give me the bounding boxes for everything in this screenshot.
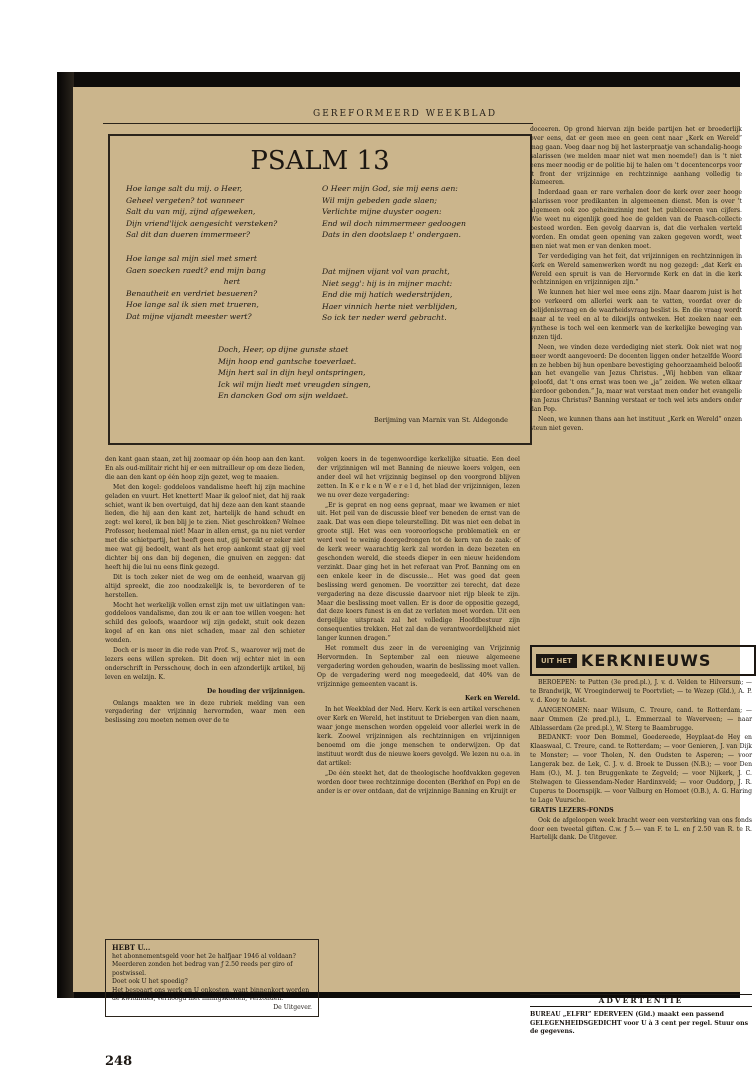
paragraph: „Er is geprat en nog eens gepraat, maar we kwamen er niet uit. Het peil van de discussie bleef ver beneden de ernst van de zaak. Dat was een diepe teleurstelling. Dit was niet een debat in groote stijl. Het was een vooroorlogsche problematiek en er werd veel te weinig doorgedrongen tot de kern van de zaak: of de kerk weer waarachtig kerk zal worden in deze bezeten en geschonden wereld, die steeds dieper in een nieuw heidendom verzinkt. Daar ging het in het referaat van Prof. Banning om en een enkele keer in de discussie... Het was goed dat geen beslissing werd genomen. De voorzitter zei terecht, dat deze vergadering na deze discussie daarvoor niet rijp bleek te zijn. Maar die beslissing moet vallen. Er is door de oppositie gezegd, dat deze koers funest is en dat ze verlaten moet worden. Uit een dergelijke uitspraak zal het volledige Hoofdbestuur zijn consequenties trekken. Het zal dan de verantwoordelijkheid niet langer kunnen dragen.” bbox=[317, 501, 520, 643]
paragraph: Neen, we vinden deze verdediging niet sterk. Ook niet wat nog meer wordt aangevoerd: De docenten liggen onder hetzelfde Woord en ze hebben bij hun openbare bevestiging gehoorzaamheid beloofd aan het evangelie van Jezus Christus. „Wij hebben van elkaar geloofd, dat 't ons ernst was toen we „ja” zeiden. We weten elkaar hierdoor gebonden.” Ja, maar wat verstaat men onder het evangelie van Jezus Christus? Banning verstaat er toch wel iets anders onder dan Pop. bbox=[530, 343, 742, 414]
left-column bbox=[105, 456, 305, 727]
page-number: 248 bbox=[105, 1054, 133, 1069]
paragraph: „De één steekt het, dat de theologische hoofdvakken gegeven worden door twee rechtzinnige docenten (Berkhof en Pop) en de ander is er over ontdaan, dat de vrijzinnige Banning en Kruijt er bbox=[317, 769, 520, 795]
kerknieuws-column bbox=[530, 679, 752, 844]
newspaper-page bbox=[73, 87, 752, 1069]
paragraph: Mocht het werkelijk vollen ernst zijn met uw uitlatingen van: goddeloos vandalisme, dan zou ik er aan toe willen voegen: het schild des geloofs, waardoor wij zijn gedekt, stuit ook dezen kogel af en kan ons niet schaden, maar zal den schieter wonden. bbox=[105, 601, 305, 645]
paragraph: Onlangs maakten we in deze rubriek melding van een vergadering der vrijzinnig hervormden, waar men een beslissing zou moeten nemen over de te bbox=[105, 699, 305, 725]
subscription-notice bbox=[105, 939, 319, 1017]
notice-text: het abonnementsgeld voor het 2e halfjaar 1946 al voldaan? Meerderen zonden het bedrag van ƒ 2.50 reeds per giro of postwissel. Doet ook U het spoedig? Het bespaart ons werk en U onkosten, want binnenkort worden de kwitanties, verhoogd met inningskosten, verzonden. bbox=[112, 952, 310, 1002]
notice-signature: De Uitgever. bbox=[273, 1003, 312, 1011]
paragraph: volgen koers in de tegenwoordige kerkelijke situatie. Een deel der vrijzinnigen wil met Banning de nieuwe koers volgen, een ander deel wil het vrijzinnig beginsel op den voorgrond blijven zetten. In K e r k e n W e r e l d, het blad der vrijzinnigen, lezen we nu over deze vergadering: bbox=[317, 456, 520, 499]
paragraph: Neen, we kunnen thans aan het instituut „Kerk en Wereld” onzen steun niet geven. bbox=[530, 416, 742, 432]
paragraph: Ter verdediging van het feit, dat vrijzinnigen en rechtzinnigen in Kerk en Wereld samenwerken wordt nu nog gezegd: „dat Kerk en Wereld een spruit is van de Hervormde Kerk en dat in die kerk rechtzinnigen en vrijzinnigen zijn.” bbox=[530, 252, 742, 287]
paragraph: den kant gaan staan, zet hij zoomaar op één hoop aan den kant. En als oud-militair richt hij er een mitrailleur op om deze lieden, die aan den kant op één hoop zijn gezet, weg te maaien. bbox=[105, 456, 305, 481]
paragraph: In het Weekblad der Ned. Herv. Kerk is een artikel verschenen over Kerk en Wereld, het instituut te Driebergen van dien naam, waar jonge menschen worden opgeleid voor allerlei werk in de kerk. Zoowel vrijzinnigen als rechtzinnigen en vrijzinnigen benoemd om die jonge menschen te onderwijzen. Op dat instituut wordt dus de nieuwe koers gevolgd. We lezen nu o.a. in dat artikel: bbox=[317, 706, 520, 767]
paragraph: Doch er is meer in die rede van Prof. S., waarover wij met de lezers eens willen spreken. Dit doen wij echter niet in een onderschrift in Persschouw, doch in een afzonderlijk artikel, bij leven en welzijn. K. bbox=[105, 647, 305, 681]
paragraph: Ook de afgeloopen week bracht weer een versterking van ons fonds door een tweetal giften. C.w. ƒ 5.— van F. te L. en ƒ 2.50 van R. te R. Hartelijk dank. De Uitgever. bbox=[530, 816, 752, 842]
paragraph: BEDANKT: voor Den Bommel, Goedereede, Heyplaat-de Hey en Klaaswaal, C. Treure, cand. te Rotterdam; — voor Genieren, J. van Dijk te Monster; — voor Tholen, N. den Oudsten te Asperen; — voor Langerak bez. de Lek, C. J. v. d. Broek te Dussen (N.B.); — voor Den Ham (O.), M. J. ten Bruggenkate te Zegveld; — voor Nijkerk, J. C. Stelwagen te Giessendam-Neder Hardinxveld; — voor Ouddorp, J. R. Cuperus te Doornspijk. — voor Valburg en Homoet (O.B.), A. G. Haring te Lage Vuursche. bbox=[530, 734, 752, 804]
psalm-stanza-5: Doch, Heer, op dijne gunste staet Mijn hoop end gantsche toeverlaet. Mijn hert sal in dijn heyl ontspringen, Ick wil mijn liedt met vreugden singen, En dancken God om sijn weldaet. bbox=[218, 345, 371, 400]
paragraph: Het rommelt dus zeer in de vereeniging van Vrijzinnig Hervormden. In September zal een nieuwe algemeene vergadering worden gehouden, waarin de beslissing moet vallen. Op de vergadering werd nog meegedeeld, dat 40% van de vrijzinnige gemeenten vacant is. bbox=[317, 645, 520, 688]
psalm-stanza-1: Hoe lange salt du mij. o Heer, Geheel vergeten? tot wanneer Salt du van mij, zijnd afgeweken, Dijn vriend'lijck aengesicht versteken? Sal dit dan dueren immermeer? bbox=[126, 184, 278, 239]
paragraph: BEROEPEN: te Putten (3e pred.pl.), J. v. d. Velden te Hilversum; — te Brandwijk, W. Vroeginderweij te Poortvliet; — te Wezep (Gld.), A. P. v. d. Kooy te Aalst. bbox=[530, 679, 752, 704]
banner-small-label: UIT HET bbox=[536, 654, 577, 668]
paragraph: doceeren. Op grond hiervan zijn beide partijen het er broederlijk over eens, dat er geen mee en geen cent naar „Kerk en Wereld” mag gaan. Voeg daar nog bij het lasterpraatje van schandalig-hooge salarissen (we melden maar niet wat men noemde!) dan is 't niet eens meer noodig er de politie bij te halen om 't docentencorps voor 't front der vrijzinnige en rechtzinnige aanhang volledig te blameeren. bbox=[530, 126, 742, 187]
psalm-stanza-2: Hoe lange sal mijn siel met smert Gaen soecken raedt? end mijn bang hert Benautheit en verdriet besueren? Hoe lange sal ik sien met trueren, Dat mijne vijandt meester wert? bbox=[126, 254, 266, 321]
section-heading: Kerk en Wereld. bbox=[464, 694, 520, 702]
paragraph: Met den kogel: goddeloos vandalisme heeft hij zijn machine geladen en vuurt. Het knettert! Maar ik geloof niet, dat hij raak schiet, want ik ben overtuigd, dat hij deze aan den kant staande lieden, die hij aan den kant zet, hartelijk de hand schudt en zegt: wel kerel, ik ben blij je te zien. Niet geschrokken? Welnee Professor, heelemaal niet! Maar in allen ernst, ga nu niet verder met die schietpartij, het heeft geen nut, gij bereikt er zeker niet mee wat gij bedoelt, want als het erop aankomt staat gij veel dichter bij ons dan bij degenen, die gnuiven en zeggen: dat heeft hij die lui nu eens flink gezegd. bbox=[105, 483, 305, 571]
right-column-top bbox=[530, 126, 742, 435]
banner-title: KERKNIEUWS bbox=[580, 651, 712, 670]
paragraph: AANGENOMEN: naar Wilsum, C. Treure, cand. te Rotterdam; — naar Ommen (2e pred.pl.), L. Emmerzaal te Waverveen; — naar Alblasserdam (2e pred.pl.), W. Sterg te Baambrugge. bbox=[530, 706, 752, 732]
advert-heading: ADVERTENTIE bbox=[530, 994, 752, 1007]
middle-column bbox=[317, 456, 520, 798]
paragraph: Dit is toch zeker niet de weg om de eenheid, waarvan gij altijd spreekt, die zoo noodzakelijk is, te bevorderen of te herstellen. bbox=[105, 573, 305, 599]
section-heading: De houding der vrijzinnigen. bbox=[207, 687, 305, 695]
psalm-stanza-3: O Heer mijn God, sie mij eens aen: Wil mijn gebeden gade slaen; Verlichte mijne duyster oogen: End wil doch nimmermeer gedoogen Dats in den dootslaep t' ondergaen. bbox=[322, 184, 466, 239]
psalm-credit: Berijming van Marnix van St. Aldegonde bbox=[374, 416, 508, 424]
running-header: GEREFORMEERD WEEKBLAD bbox=[313, 109, 498, 119]
scan-shadow bbox=[58, 72, 74, 998]
psalm-box bbox=[108, 134, 532, 445]
psalm-stanza-4: Dat mijnen vijant vol van pracht, Niet segg': hij is in mijner macht: End die mij hatich wederstrijden, Haer vinnich herte niet verblijden, So ick ter neder werd gebracht. bbox=[322, 267, 458, 322]
advert-text: BUREAU „ELFRI” EDERVEEN (Gld.) maakt een passend GELEGENHEIDSGEDICHT voor U à 3 cent per regel. Stuur ons de gegevens. bbox=[530, 1011, 749, 1036]
psalm-title: PSALM 13 bbox=[250, 146, 390, 176]
paragraph: Inderdaad gaan er rare verhalen door de kerk over zeer hooge salarissen voor predikanten in algemeenen dienst. Men is over 't algemeen ook zoo geheimzinnig met het publiceeren van cijfers. Wie weet nu eigenlijk goed hoe de gelden van de Paasch-collecte besteed worden. Een gevolg daarvan is, dat die verhalen verteld worden. En omdat geen opening van zaken gegeven wordt, weet men niet wat men er van denken moet. bbox=[530, 189, 742, 250]
header-rule bbox=[103, 123, 533, 124]
section-heading: GRATIS LEZERS-FONDS bbox=[530, 806, 614, 814]
paragraph: We kunnen het hier wel mee eens zijn. Maar daarom juist is het zoo verkeerd om allerlei werk aan te vatten, voordat over de belijdenisvraag en de waarheidsvraag beslist is. En die vraag wordt maar al te veel en al te dikwijls ontweken. Het zoeken naar een synthese is toch wel een kenmerk van de kerkelijke beweging van onzen tijd. bbox=[530, 289, 742, 341]
notice-title: HEBT U... bbox=[112, 943, 151, 952]
kerknieuws-banner bbox=[530, 645, 756, 676]
